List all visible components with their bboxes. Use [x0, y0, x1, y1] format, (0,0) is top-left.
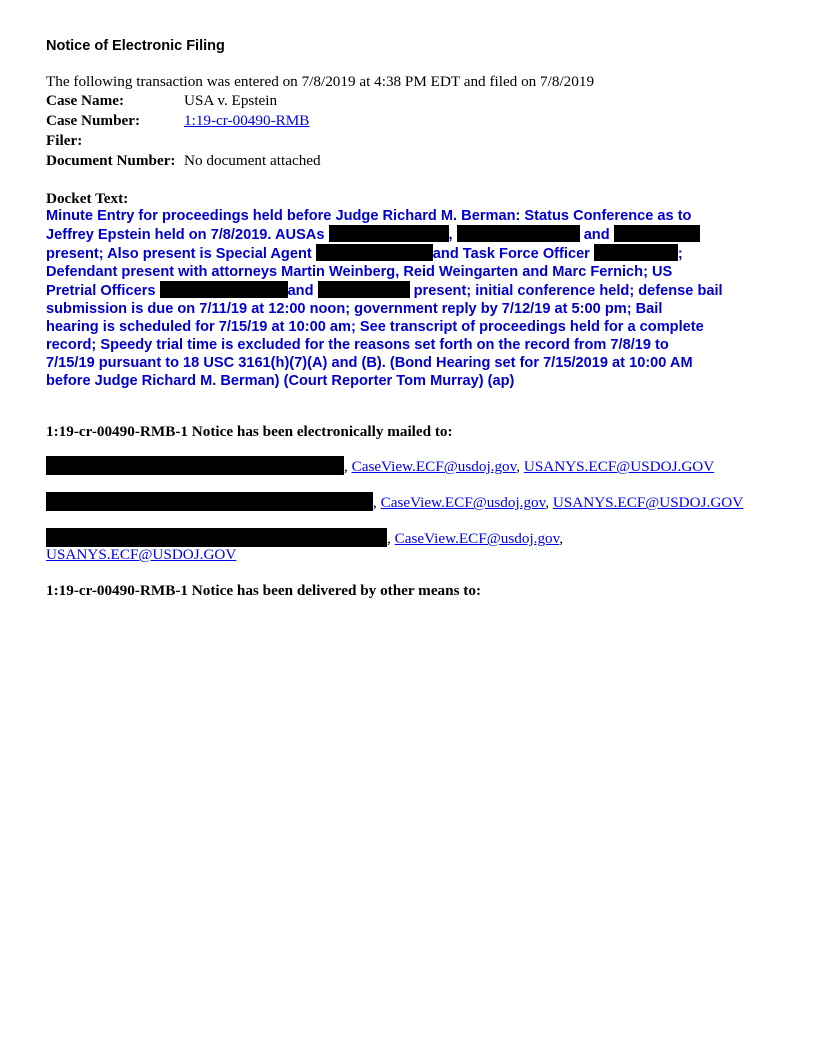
redaction-box: [594, 244, 678, 261]
email-link[interactable]: CaseView.ECF@usdoj.gov: [394, 530, 560, 547]
document-number-row: [46, 152, 321, 170]
separator: ,: [387, 530, 395, 547]
separator: ,: [516, 458, 524, 475]
docket-text-segment: present; Also present is Special Agent: [46, 246, 316, 262]
redaction-box: [46, 456, 344, 475]
docket-text-segment: ,: [448, 227, 457, 243]
docket-line: 7/15/19 pursuant to 18 USC 3161(h)(7)(A) and (B). (Bond Hearing set for 7/15/2019 at 10:00 AM: [46, 355, 693, 371]
docket-line: [46, 225, 776, 244]
separator: ,: [373, 494, 381, 511]
notice-title: Notice of Electronic Filing: [46, 38, 225, 54]
email-link[interactable]: CaseView.ECF@usdoj.gov: [351, 458, 517, 475]
case-name-value: USA v. Epstein: [184, 92, 278, 109]
docket-text-segment: ;: [677, 246, 683, 262]
filer-row: [46, 132, 184, 150]
separator: ,: [559, 530, 564, 547]
email-link[interactable]: USANYS.ECF@USDOJ.GOV: [552, 494, 744, 511]
docket-text-label: Docket Text:: [46, 190, 129, 207]
case-number-link[interactable]: 1:19-cr-00490-RMB: [184, 112, 310, 129]
case-number-label: Case Number:: [46, 112, 141, 129]
mail-recipient-continued: [46, 546, 236, 564]
document-number-value: No document attached: [184, 152, 321, 169]
docket-line: Defendant present with attorneys Martin Weinberg, Reid Weingarten and Marc Fernich; US: [46, 264, 673, 280]
email-link[interactable]: USANYS.ECF@USDOJ.GOV: [46, 546, 237, 563]
docket-line: Minute Entry for proceedings held before Judge Richard M. Berman: Status Conference as to: [46, 208, 692, 224]
mail-recipient: [46, 492, 743, 512]
docket-text-segment: Jeffrey Epstein held on 7/8/2019. AUSAs: [46, 227, 329, 243]
docket-line: [46, 244, 776, 263]
docket-text-segment: Pretrial Officers: [46, 283, 160, 299]
docket-text-segment: and Task Force Officer: [432, 246, 594, 262]
electronically-mailed-heading: 1:19-cr-00490-RMB-1 Notice has been electronically mailed to:: [46, 423, 453, 440]
docket-line: [46, 281, 776, 300]
redaction-box: [318, 281, 410, 298]
redaction-box: [46, 492, 373, 511]
case-name-label: Case Name:: [46, 92, 125, 109]
docket-text-segment: and: [579, 227, 614, 243]
docket-text-segment: present; initial conference held; defense bail: [409, 283, 723, 299]
docket-line: before Judge Richard M. Berman) (Court Reporter Tom Murray) (ap): [46, 373, 515, 389]
email-link[interactable]: CaseView.ECF@usdoj.gov: [380, 494, 546, 511]
mail-recipient: [46, 456, 714, 476]
filer-label: Filer:: [46, 132, 83, 149]
case-name-row: [46, 92, 277, 110]
separator: ,: [545, 494, 553, 511]
redaction-box: [316, 244, 433, 261]
email-link[interactable]: USANYS.ECF@USDOJ.GOV: [523, 458, 715, 475]
case-number-row: [46, 112, 309, 130]
docket-line: hearing is scheduled for 7/15/19 at 10:00 am; See transcript of proceedings held for a complete: [46, 319, 704, 335]
redaction-box: [160, 281, 288, 298]
docket-text-segment: and: [287, 283, 318, 299]
document-number-label: Document Number:: [46, 152, 176, 169]
redaction-box: [46, 528, 387, 547]
redaction-box: [457, 225, 580, 242]
transaction-intro: The following transaction was entered on 7/8/2019 at 4:38 PM EDT and filed on 7/8/2019: [46, 73, 595, 90]
docket-text: [46, 207, 776, 390]
separator: ,: [344, 458, 352, 475]
redaction-box: [614, 225, 700, 242]
other-means-heading: 1:19-cr-00490-RMB-1 Notice has been delivered by other means to:: [46, 582, 482, 599]
mail-recipient: [46, 528, 563, 548]
docket-line: submission is due on 7/11/19 at 12:00 noon; government reply by 7/12/19 at 5:00 pm; Bail: [46, 301, 663, 317]
redaction-box: [329, 225, 449, 242]
docket-line: record; Speedy trial time is excluded for the reasons set forth on the record from 7/8/19 to: [46, 337, 669, 353]
